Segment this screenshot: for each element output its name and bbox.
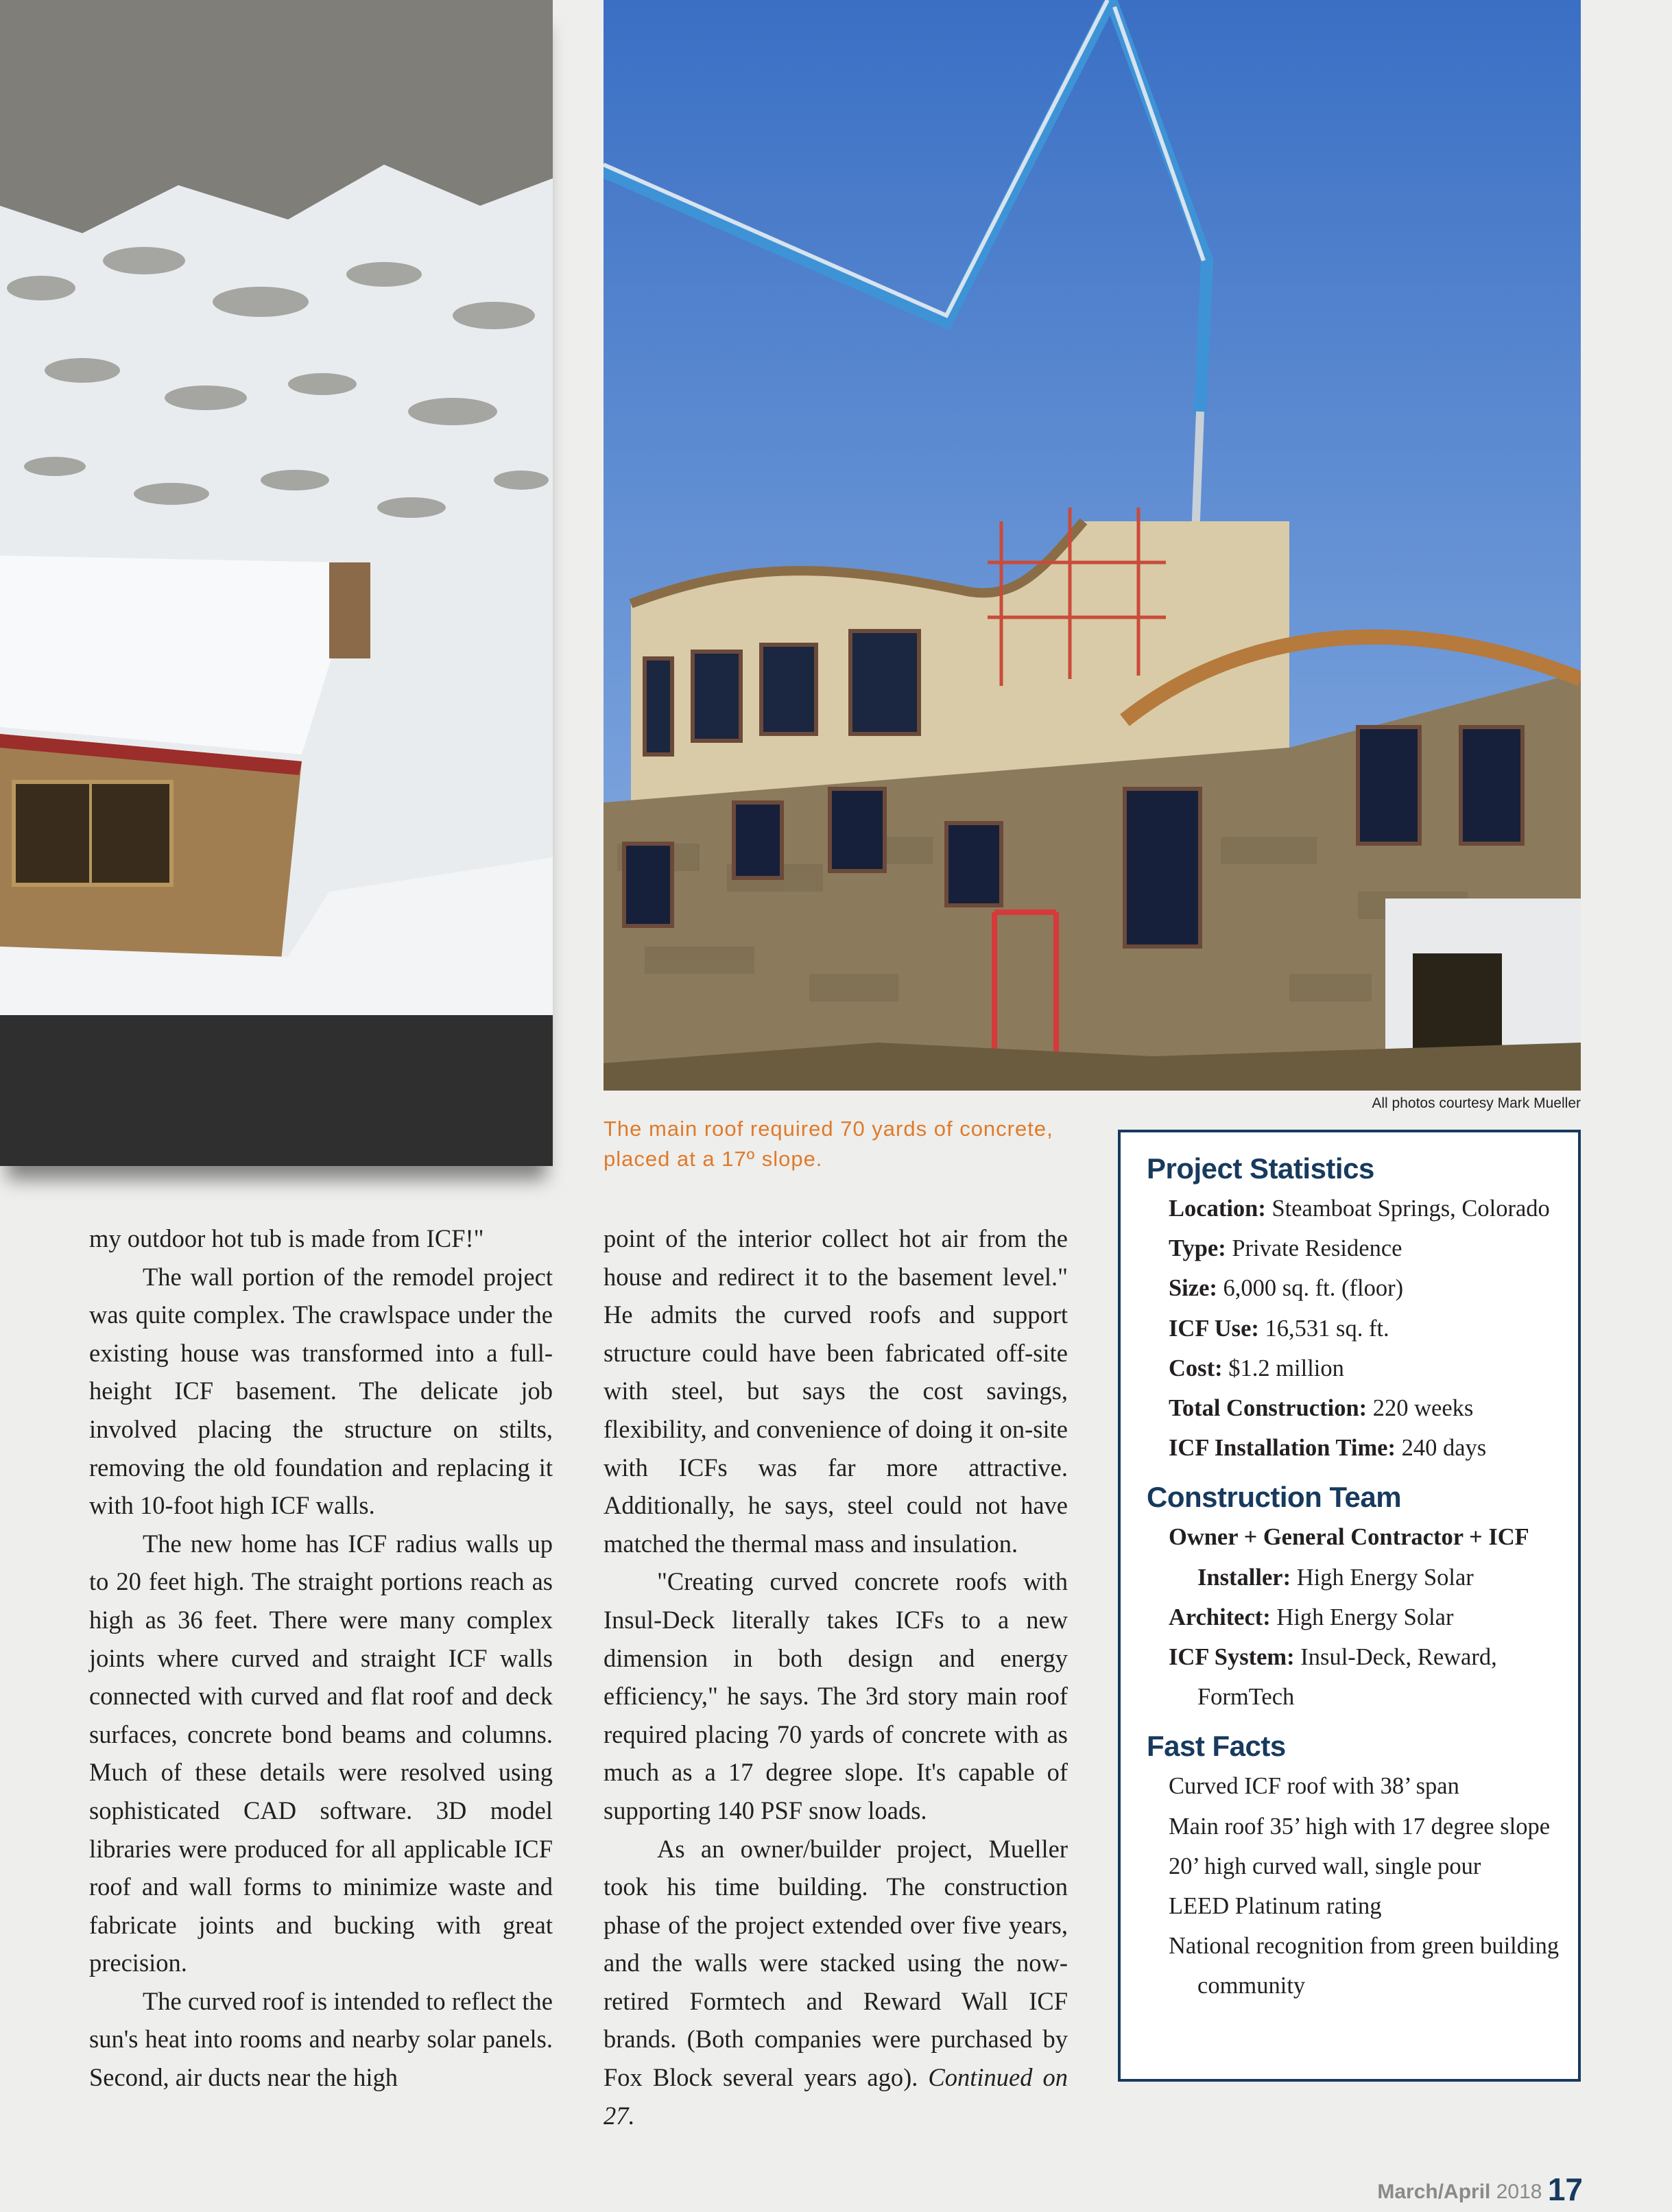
stat-value: 220 weeks <box>1372 1395 1474 1422</box>
issue-year: 2018 <box>1496 2180 1542 2203</box>
stat-item <box>1147 1388 1578 1428</box>
fact-item: National recognition from green building community <box>1169 1933 1560 1999</box>
article-column-2 <box>604 1220 1068 2134</box>
house-snow-photo <box>0 0 553 1166</box>
stat-value: $1.2 million <box>1228 1355 1344 1381</box>
team-label: Owner + General Contractor + ICF Installer: <box>1169 1524 1529 1591</box>
stat-label: Location: <box>1169 1196 1266 1222</box>
facts-heading: Fast Facts <box>1147 1730 1286 1763</box>
paragraph: The new home has ICF radius walls up to 20 feet high. The straight portions reach as high as 36 feet. There were many complex joints where curved and straight ICF walls connected with curved and flat roof and deck surfaces, concrete bond beams and columns. Much of these details were resolved using sophisticated CAD software. 3D model libraries were produced for all applicable ICF roof and wall forms to minimize waste and fabricate joints and bucking with great precision. <box>89 1529 553 1977</box>
caption-line-1: The main roof required 70 yards of concrete, <box>604 1117 1053 1141</box>
stat-label: ICF Installation Time: <box>1169 1435 1396 1462</box>
team-label: Architect: <box>1169 1604 1271 1630</box>
stat-item <box>1147 1428 1578 1468</box>
team-value: High Energy Solar <box>1296 1564 1474 1591</box>
issue-month: March/April <box>1377 2180 1491 2203</box>
stat-item <box>1147 1348 1578 1388</box>
stat-label: Total Construction: <box>1169 1395 1368 1422</box>
stats-heading: Project Statistics <box>1147 1152 1374 1185</box>
paragraph <box>604 1830 1068 2135</box>
team-value: Insul-Deck, Reward, FormTech <box>1197 1644 1497 1711</box>
stat-item <box>1147 1268 1578 1308</box>
stat-label: Size: <box>1169 1275 1217 1302</box>
stat-label: Cost: <box>1169 1355 1223 1381</box>
fact-item: LEED Platinum rating <box>1169 1893 1382 1920</box>
page-footer <box>1377 2171 1583 2208</box>
stat-label: ICF Use: <box>1169 1315 1259 1342</box>
stat-item <box>1147 1228 1578 1268</box>
fact-item: Curved ICF roof with 38’ span <box>1169 1773 1459 1800</box>
paragraph-text: As an owner/builder project, Mueller took his time building. The construction phase of the project extended over five years, and the walls were stacked using the now-retired Formtech and Reward Wall ICF brands. (Both companies were purchased by Fox Block several years ago). <box>604 1834 1068 2092</box>
team-value: High Energy Solar <box>1276 1604 1454 1630</box>
team-list <box>1147 1517 1578 1717</box>
team-label: ICF System: <box>1169 1644 1295 1671</box>
stat-value: Steamboat Springs, Colorado <box>1271 1196 1550 1222</box>
stat-item <box>1147 1189 1578 1228</box>
page-number: 17 <box>1547 2172 1583 2207</box>
paragraph: "Creating curved concrete roofs with Insul-Deck literally takes ICFs to a new dimension in both design and energy efficiency," he says. The 3rd story main roof required placing 70 yards of concrete with as much as a 17 degree slope. It's capable of supporting 140 PSF snow loads. <box>604 1567 1068 1824</box>
stat-value: 240 days <box>1401 1435 1487 1462</box>
article-column-1 <box>89 1220 553 2097</box>
fact-item: 20’ high curved wall, single pour <box>1169 1853 1481 1879</box>
team-item <box>1147 1597 1578 1637</box>
team-item <box>1147 1517 1578 1597</box>
stat-label: Type: <box>1169 1235 1226 1262</box>
paragraph: The wall portion of the remodel project was quite complex. The crawlspace under the existing house was transformed into a full-height ICF basement. The delicate job involved placing the structure on stilts, removing the old foundation and replacing it with 10-foot high ICF walls. <box>89 1262 553 1520</box>
fact-item: Main roof 35’ high with 17 degree slope <box>1169 1813 1551 1840</box>
paragraph: The curved roof is intended to reflect the sun's heat into rooms and nearby solar panels. Second, air ducts near the high <box>89 1986 553 2092</box>
paragraph: point of the interior collect hot air from the house and redirect it to the basement level." He admits the curved roofs and support structure could have been fabricated off-site with steel, but says the cost savings, flexibility, and convenience of doing it on-site with ICFs was far more attractive. Additionally, he says, steel could not have matched the thermal mass and insulation. <box>604 1224 1068 1558</box>
project-sidebar <box>1118 1130 1581 2082</box>
paragraph: my outdoor hot tub is made from ICF!" <box>89 1224 484 1252</box>
continued-note: Continued on 27. <box>604 2063 1068 2130</box>
stats-list <box>1147 1189 1578 1468</box>
construction-illustration <box>604 0 1581 1091</box>
facts-list <box>1147 1766 1578 2006</box>
house-snow-illustration <box>0 0 553 1166</box>
stat-item <box>1147 1309 1578 1348</box>
construction-photo <box>604 0 1581 1091</box>
team-item <box>1147 1637 1578 1717</box>
photo-caption <box>604 1114 1097 1174</box>
photo-credit: All photos courtesy Mark Mueller <box>1372 1095 1581 1111</box>
caption-line-2: placed at a 17º slope. <box>604 1147 823 1171</box>
team-heading: Construction Team <box>1147 1481 1402 1514</box>
stat-value: 16,531 sq. ft. <box>1265 1315 1389 1342</box>
stat-value: Private Residence <box>1232 1235 1402 1262</box>
stat-value: 6,000 sq. ft. (floor) <box>1223 1275 1404 1302</box>
